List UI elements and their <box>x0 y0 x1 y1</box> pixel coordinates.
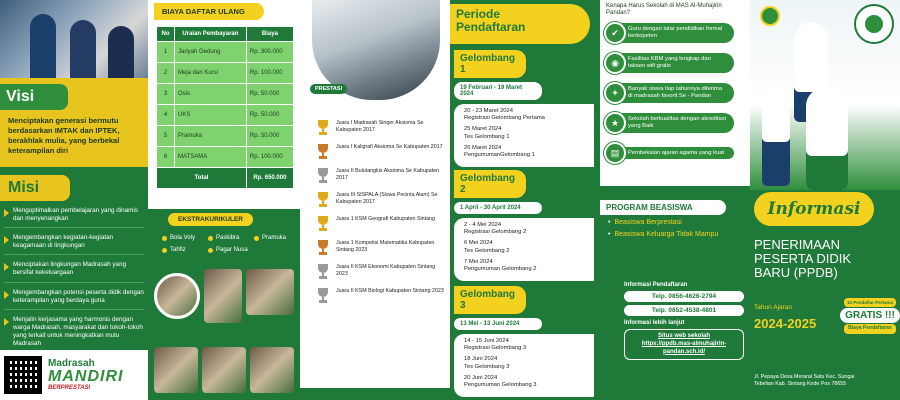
reason-item <box>600 110 746 136</box>
event-desc: Pengumuman Gelombang 3 <box>464 382 537 389</box>
total-label: Total <box>157 168 247 189</box>
misi-text: Menjalin kerjasama yang harmonis dengan warga Madrasah, masyarakat dan tokoh-tokoh yang terkait untuk meningkatkan mutu Madrasah <box>13 315 143 348</box>
trophy-icon <box>318 120 328 136</box>
activity-photo <box>202 347 246 393</box>
book-icon: ▤ <box>604 142 626 164</box>
phone-link[interactable]: Telp. 0856-4626-2794 <box>624 291 744 302</box>
biaya-table <box>156 26 294 189</box>
list-item <box>208 235 248 241</box>
panel-visi-misi <box>0 0 148 400</box>
gelombang-title: Gelombang 3 <box>454 286 526 314</box>
bullet-icon <box>208 236 213 241</box>
gratis-text: GRATIS !!! <box>840 308 900 323</box>
ekstra-label: Paskibra <box>216 235 240 241</box>
why-section <box>600 0 750 186</box>
gelombang-date: 13 Mei - 13 Juni 2024 <box>454 318 542 330</box>
footer-branding <box>0 350 148 400</box>
trophy-icon <box>318 192 328 208</box>
gelombang-date: 1 April - 30 April 2024 <box>454 202 542 214</box>
activity-photo <box>154 347 198 393</box>
event-date: 25 Maret 2024 <box>464 126 502 133</box>
prestasi-text: Juara 1 KSM Geografi Kabupaten Sintang <box>336 216 435 222</box>
total-value: Rp. 650.000 <box>246 168 293 189</box>
brand-main: MANDIRI <box>48 368 124 385</box>
ekstra-label: Bola Voly <box>170 235 196 241</box>
event-item <box>464 145 584 159</box>
beasiswa-title: PROGRAM BEASISWA <box>600 200 726 215</box>
cell-biaya: Rp. 50.000 <box>246 105 293 126</box>
bullet-icon <box>254 236 259 241</box>
prestasi-text: Juara III SISPALA (Siswa Pecinta Alam) Se Kabupaten 2017 <box>336 192 438 205</box>
website-link[interactable] <box>624 329 744 360</box>
event-date: 6 Mei 2024 <box>464 240 493 247</box>
cell-uraian: Pramuka <box>175 126 247 147</box>
bullet-icon <box>4 209 9 217</box>
beasiswa-label: Beasiswa Keluarga Tidak Mampu <box>614 230 719 238</box>
prestasi-text: Juara I Kaligrafi Aksioma Se Kabupaten 2017 <box>336 144 443 150</box>
student-figure <box>108 26 134 78</box>
gelombang-3 <box>454 286 594 397</box>
ppdb-title <box>754 238 851 280</box>
event-item <box>464 356 584 370</box>
reason-item <box>600 80 746 106</box>
badge-icon: ★ <box>604 112 626 134</box>
panel-periode <box>450 0 600 400</box>
trophy-icon <box>318 168 328 184</box>
event-date: 18 Juni 2024 <box>464 356 498 363</box>
table-row <box>157 105 294 126</box>
ppdb-line: PESERTA DIDIK <box>754 251 852 267</box>
trophy-icon <box>318 264 328 280</box>
reason-text: Banyak siswa tiap tahunnya diterima di madrasah favorit Se - Pandan <box>618 83 734 103</box>
students-photo <box>0 0 148 78</box>
madrasah-logo-icon <box>760 6 780 26</box>
prestasi-item <box>318 240 446 256</box>
ekstra-photos <box>150 267 298 397</box>
trophy-icon <box>318 288 328 304</box>
event-item <box>464 240 584 254</box>
event-desc: Registrasi Gelombang 3 <box>464 345 527 352</box>
informasi-banner: Informasi <box>754 192 874 226</box>
cell-no: 6 <box>157 147 175 168</box>
event-desc: Registrasi Gelombang Pertama <box>464 115 545 122</box>
list-item <box>162 247 202 253</box>
list-item <box>254 235 294 241</box>
beasiswa-label: Beasiswa Berprestasi <box>614 219 682 226</box>
event-desc: Tes Gelombang 3 <box>464 363 510 370</box>
teacher-icon: ✔ <box>604 22 626 44</box>
gelombang-events <box>454 218 594 281</box>
cell-biaya: Rp. 100.000 <box>246 147 293 168</box>
activity-photo <box>246 269 294 315</box>
ekstra-list <box>162 235 298 253</box>
ekstra-title: EKSTRAKURIKULER <box>168 213 253 226</box>
cell-no: 1 <box>157 42 175 63</box>
bullet-icon <box>162 236 167 241</box>
reason-item <box>600 20 746 46</box>
bullet-icon <box>4 291 9 299</box>
event-desc: Registrasi Gelombang 2 <box>464 229 527 236</box>
event-date: 14 - 15 Juni 2024 <box>464 338 509 344</box>
visi-text: Menciptakan generasi bermutu berdasarkan IMTAK dan IPTEK, berakhlak mulia, yang berbekal keterampilan diri <box>0 110 148 167</box>
student-icon: ✦ <box>604 82 626 104</box>
bullet-icon <box>4 263 9 271</box>
gelombang-date: 19 Februari - 19 Maret 2024 <box>454 82 542 100</box>
visi-title: Visi <box>0 84 68 110</box>
why-list <box>600 20 746 170</box>
reason-text: Guru dengan latar pendidikan formal berkopeten <box>618 23 734 43</box>
student-figure <box>70 20 96 78</box>
cell-no: 4 <box>157 105 175 126</box>
periode-line1: Periode <box>456 7 501 21</box>
periode-title <box>450 4 590 44</box>
column-header: Biaya <box>246 27 293 42</box>
event-desc: Pengumuman Gelombang 2 <box>464 266 537 273</box>
cell-no: 2 <box>157 63 175 84</box>
bullet-icon: • <box>608 219 611 226</box>
list-item <box>4 289 144 310</box>
cell-uraian: Meja dan Kursi <box>175 63 247 84</box>
list-item <box>208 247 248 253</box>
beasiswa-section <box>600 200 750 260</box>
gelombang-title: Gelombang 1 <box>454 50 526 78</box>
misi-text: Mengoptimalkan pembelajaran yang dinamis dan menyenangkan <box>13 206 138 222</box>
gratis-top: 10 Pendaftar Pertama <box>844 298 896 307</box>
reason-item <box>600 50 746 76</box>
event-desc: Tes Gelombang 1 <box>464 133 510 140</box>
table-row <box>157 147 294 168</box>
ppdb-line: PENERIMAAN <box>754 237 840 252</box>
ppdb-line: BARU (PPDB) <box>754 265 838 281</box>
cell-biaya: Rp. 100.000 <box>246 63 293 84</box>
misi-title: Misi <box>0 175 70 201</box>
hero-photo <box>750 0 900 190</box>
prestasi-text: Juara II KSM Ekonomi Kabupaten Sintang 2023 <box>336 264 436 277</box>
event-date: 26 Maret 2024 <box>464 144 502 151</box>
misi-list <box>0 207 148 354</box>
student-figure <box>806 88 848 190</box>
list-item <box>608 219 750 227</box>
bullet-icon <box>4 236 9 244</box>
reason-text: Sekolah berkualitas dengan akreditasi yang Baik <box>618 113 734 133</box>
misi-text: Menciptakan lingkungan Madrasah yang bersifat kekeluargaan <box>13 261 127 277</box>
tahun-value: 2024-2025 <box>754 316 817 331</box>
qr-code-icon[interactable] <box>4 356 42 394</box>
table-total-row <box>157 168 294 189</box>
gelombang-2 <box>454 170 594 281</box>
info-head: Informasi Pendaftaran <box>624 282 688 288</box>
cell-biaya: Rp. 50.000 <box>246 126 293 147</box>
student-figure <box>30 14 56 78</box>
list-item <box>4 261 144 282</box>
prestasi-item <box>318 192 446 208</box>
cell-uraian: MATSAMA <box>175 147 247 168</box>
visi-section <box>0 78 148 167</box>
trophy-icon <box>318 144 328 160</box>
panel-cover <box>750 0 900 400</box>
tahun-label: Tahun Ajaran <box>754 304 792 311</box>
gelombang-events <box>454 334 594 397</box>
cell-uraian: Osis <box>175 84 247 105</box>
event-date: 20 - 23 Maret 2024 <box>464 108 513 114</box>
bullet-icon: • <box>608 230 611 238</box>
event-date: 20 Juni 2024 <box>464 374 498 381</box>
table-row <box>157 126 294 147</box>
list-item <box>608 231 750 239</box>
periode-line2: Pendaftaran <box>456 20 526 35</box>
brand-sub: BERPRESTASI <box>48 385 91 391</box>
prestasi-text: Juara 1 Kompetisi Matematika Kabupaten Sintang 2023 <box>336 240 435 253</box>
student-figure <box>762 86 790 186</box>
gelombang-events <box>454 104 594 167</box>
reason-item <box>600 140 746 166</box>
list-item <box>4 316 144 354</box>
info-more: Informasi lebih lanjut <box>624 320 685 326</box>
cell-no: 3 <box>157 84 175 105</box>
brand-top: Madrasah <box>48 358 95 369</box>
ekstra-label: Pramuka <box>262 235 287 241</box>
column-header: Uraian Pembayaran <box>175 27 247 42</box>
list-item <box>4 207 144 228</box>
event-item <box>464 126 584 140</box>
prestasi-item <box>318 168 446 184</box>
prestasi-text: Juara II KSM Biologi Kabupaten Sintang 2023 <box>336 288 444 294</box>
prestasi-item <box>318 216 446 232</box>
prestasi-item <box>318 120 446 136</box>
list-item <box>162 235 202 241</box>
gratis-badge <box>844 298 896 362</box>
prestasi-item <box>318 144 446 160</box>
cell-uraian: Jariyah Gedung <box>175 42 247 63</box>
phone-link[interactable]: Telp. 0852-4538-4801 <box>624 305 744 316</box>
activity-photo <box>204 269 242 323</box>
event-item <box>464 338 584 352</box>
ekstra-label: Tahfiz <box>170 247 186 253</box>
event-desc: PengumumanGelombang 1 <box>464 152 535 159</box>
contact-section <box>624 282 744 360</box>
gratis-bottom: Biaya Pendaftaran <box>844 324 896 334</box>
bullet-icon <box>162 248 167 253</box>
trophy-icon <box>318 240 328 256</box>
web-label: Situs web sekolah <box>657 333 711 339</box>
event-date: 2 - 4 Mei 2024 <box>464 222 502 228</box>
prestasi-item <box>318 264 446 280</box>
table-row <box>157 42 294 63</box>
bullet-icon <box>4 318 9 326</box>
panel-alasan-kontak <box>600 0 750 400</box>
school-seal-icon <box>854 4 894 44</box>
web-url[interactable]: https://ppdb.mas-almuhajirin-pandan.sch.id/ <box>641 340 727 355</box>
event-item <box>464 375 584 389</box>
cell-biaya: Rp. 50.000 <box>246 84 293 105</box>
biaya-title: BIAYA DAFTAR ULANG <box>154 3 264 20</box>
event-desc: Tes Gelombang 2 <box>464 247 510 254</box>
table-row <box>157 84 294 105</box>
activity-photo <box>250 347 294 393</box>
event-item <box>464 222 584 236</box>
prestasi-text: Juara I Madrasah Singer Aksioma Se Kabupaten 2017 <box>336 120 424 133</box>
column-header: No <box>157 27 175 42</box>
why-title: Kenapa Harus Sekolah di MAS Al-Muhajirin Pandan? <box>606 3 722 17</box>
misi-text: Mengembangkan potensi peserta didik dengan keterampilan yang berdaya guna <box>13 288 144 304</box>
prestasi-text: Juara II Bulutangkis Aksioma Se Kabupaten 2017 <box>336 168 440 181</box>
cell-biaya: Rp. 300.000 <box>246 42 293 63</box>
bullet-icon <box>208 248 213 253</box>
ekstra-section <box>148 209 300 400</box>
green-stripe <box>300 388 450 400</box>
prestasi-list <box>318 120 446 312</box>
list-item <box>4 234 144 255</box>
gelombang-title: Gelombang 2 <box>454 170 526 198</box>
prestasi-tag: PRESTASI <box>310 84 347 94</box>
activity-photo <box>154 273 200 319</box>
reason-text: Pembekalan ajaran agama yang kuat <box>618 147 734 160</box>
misi-text: Mengembangkan kegiatan-kegiatan keagamaan di lingkungan <box>13 233 114 250</box>
table-header-row <box>157 27 294 42</box>
school-address: Jl. Pepaya Desa Merarai Satu Kec. Sungai Tebelian Kab. Sintang Kode Pos 78655 <box>754 374 855 387</box>
ekstra-label: Pagar Nusa <box>216 247 248 253</box>
panel-prestasi <box>300 0 450 400</box>
cell-no: 5 <box>157 126 175 147</box>
event-item <box>464 259 584 273</box>
brand-logo <box>48 359 123 391</box>
event-item <box>464 108 584 122</box>
trophy-icon <box>318 216 328 232</box>
wifi-icon: ◉ <box>604 52 626 74</box>
cell-uraian: UKS <box>175 105 247 126</box>
event-date: 7 Mei 2024 <box>464 258 493 265</box>
reason-text: Fasilitas KBM yang lengkap dan taksen wifi gratis <box>618 53 734 73</box>
table-row <box>157 63 294 84</box>
prestasi-item <box>318 288 446 304</box>
panel-biaya-ekstra <box>148 0 300 400</box>
gelombang-1 <box>454 50 594 167</box>
